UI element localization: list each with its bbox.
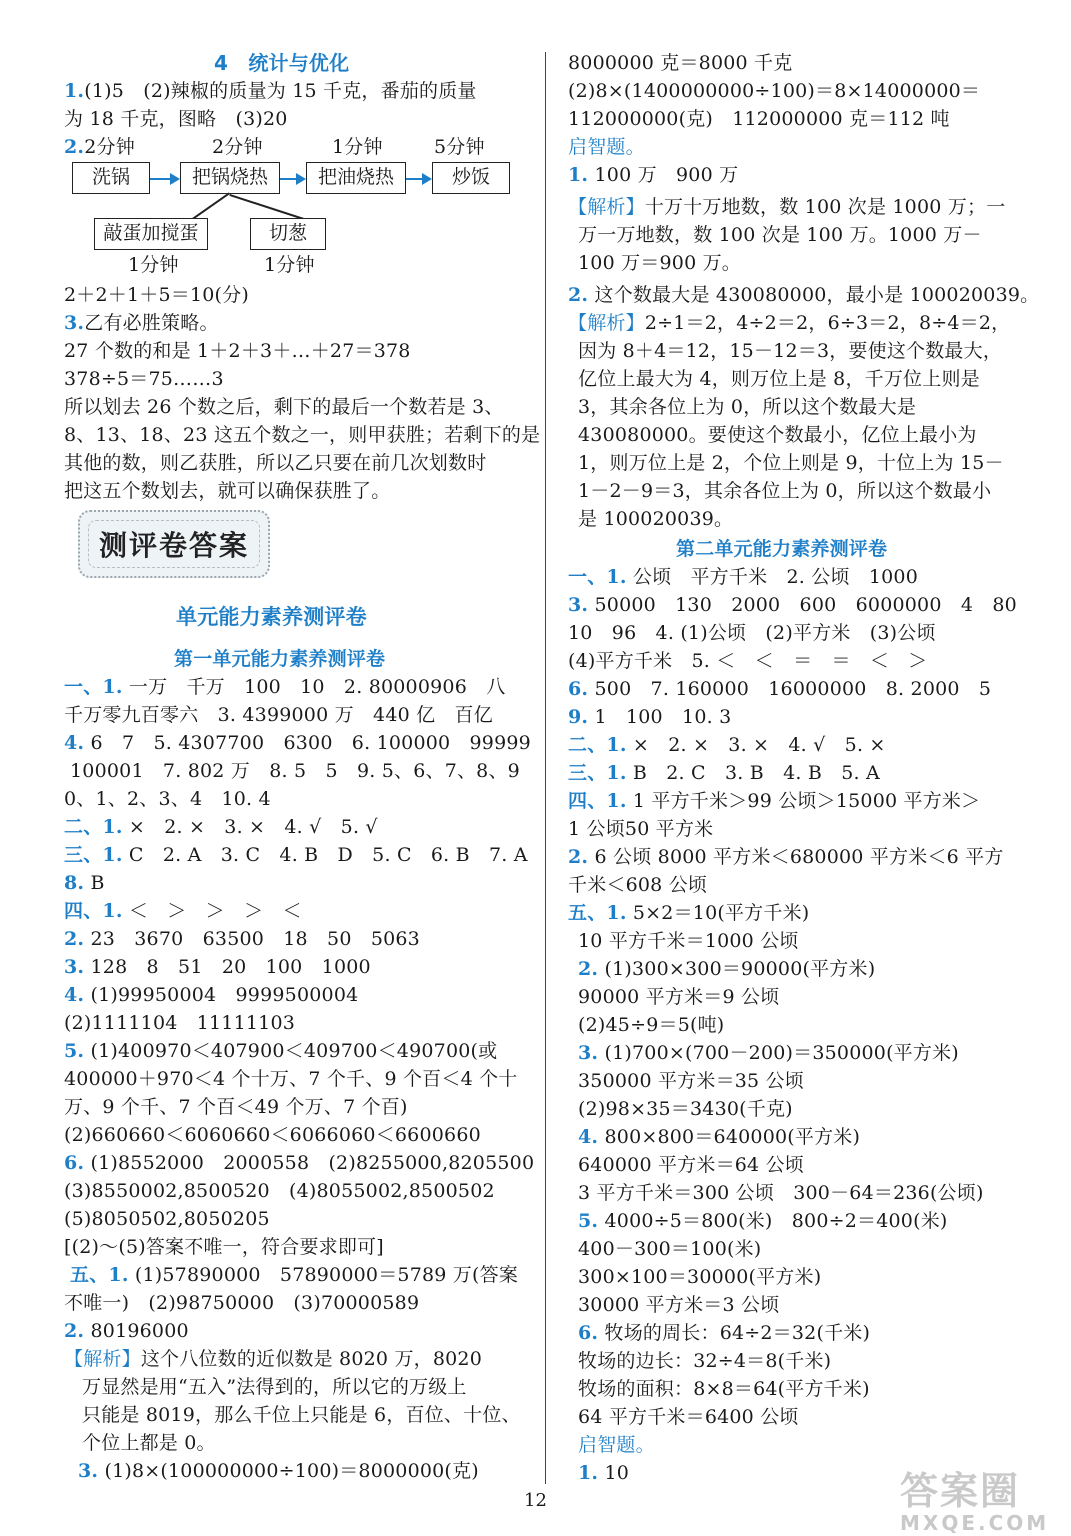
u1-line: (5)8050502,8050205 — [64, 1208, 270, 1230]
u1-jiexi-3: 只能是 8019，那么千位上只能是 6，百位、十位、 — [82, 1404, 521, 1426]
u1-line: 400000＋970＜4 个十万、7 个千、9 个百＜4 个十 — [64, 1068, 518, 1090]
column-divider — [545, 52, 546, 1484]
qizhi2-heading: 启智题。 — [578, 1434, 655, 1456]
u2-line: (2)45÷9＝5(吨) — [578, 1014, 725, 1036]
u1-jiexi-2: 万显然是用“五入”法得到的，所以它的万级上 — [82, 1376, 467, 1398]
qz-last: 1. 10 — [578, 1462, 630, 1484]
flow-box-beat-egg: 敲蛋加搅蛋 — [94, 218, 208, 250]
r-top-1: 8000000 克＝8000 千克 — [568, 52, 793, 74]
q3-line-4: 所以划去 26 个数之后，剩下的最后一个数若是 3、 — [64, 396, 504, 418]
u2-line: 3 平方千米＝300 公顷 300－64＝236(公顷) — [578, 1182, 984, 1204]
u2-line: 三、1. B 2. C 3. B 4. B 5. A — [568, 762, 880, 784]
u1-line: 一、1. 一万 千万 100 10 2. 80000906 八 — [64, 676, 506, 698]
flow-box-cut-onion: 切葱 — [250, 218, 326, 250]
qz2-jiexi: 因为 8＋4＝12，15－12＝3，要使这个数最大， — [578, 340, 1003, 362]
u2-line: 640000 平方米＝64 公顷 — [578, 1154, 804, 1176]
u1-line: (2)660660＜6060660＜6066060＜6600660 — [64, 1124, 481, 1146]
u2-line: 3. (1)700×(700－200)＝350000(平方米) — [578, 1042, 959, 1064]
u1-line: 千万零九百零六 3. 4399000 万 440 亿 百亿 — [64, 704, 493, 726]
u1-line: 五、1. (1)57890000 57890000＝5789 万(答案 — [70, 1264, 519, 1286]
u2-line: 千米＜608 公顷 — [568, 874, 708, 896]
q1-line-2: 为 18 千克，图略 (3)20 — [64, 108, 288, 130]
qz2-jiexi: 430080000。要使这个数最小，亿位上最小为 — [578, 424, 977, 446]
u2-line: 2. 6 公顷 8000 平方米＜680000 平方米＜6 平方 — [568, 846, 1004, 868]
q3-line-7: 把这五个数划去，就可以确保获胜了。 — [64, 480, 391, 502]
qz2-jiexi: 亿位上最大为 4，则万位上是 8，千万位上则是 — [578, 368, 980, 390]
u2-line: 4. 800×800＝640000(平方米) — [578, 1126, 861, 1148]
flow-arrow — [280, 178, 304, 180]
flow-time-3: 1分钟 — [332, 136, 383, 158]
answer-badge — [78, 510, 270, 578]
u2-line: 300×100＝30000(平方米) — [578, 1266, 822, 1288]
r-top-3: 112000000(克) 112000000 克＝112 吨 — [568, 108, 950, 130]
u2-line: 6. 牧场的周长：64÷2＝32(千米) — [578, 1322, 871, 1344]
u1-line: (2)1111104 11111103 — [64, 1012, 296, 1034]
u2-line: 一、1. 公顷 平方千米 2. 公顷 1000 — [568, 566, 919, 588]
u1-q3: 3. (1)8×(100000000÷100)＝8000000(克) — [78, 1460, 479, 1482]
watermark — [900, 1460, 1060, 1535]
u2-line: 9. 1 100 10. 3 — [568, 706, 732, 728]
qz2-jiexi: 1，则万位上是 2，个位上则是 9，十位上为 15－ — [578, 452, 1004, 474]
u2-line: 400－300＝100(米) — [578, 1238, 762, 1260]
watermark-line-2: MXQE.COM — [900, 1511, 1050, 1535]
r-top-2: (2)8×(1400000000÷100)＝8×14000000＝ — [568, 80, 981, 102]
flow-arrow — [406, 178, 430, 180]
u2-line: 64 平方千米＝6400 公顷 — [578, 1406, 799, 1428]
q3-line-6: 其他的数，则乙获胜，所以乙只要在前几次划数时 — [64, 452, 487, 474]
flow-box-heat-oil: 把油烧热 — [306, 162, 406, 194]
qz2: 2. 这个数最大是 430080000，最小是 100020039。 — [568, 284, 1040, 306]
u1-line: 4. (1)99950004 9999500004 — [64, 984, 359, 1006]
q3-line-1: 3.乙有必胜策略。 — [64, 312, 219, 334]
u1-jiexi-4: 个位上都是 0。 — [82, 1432, 216, 1454]
q2-calc: 2＋2＋1＋5＝10(分) — [64, 284, 249, 306]
u2-line: 350000 平方米＝35 公顷 — [578, 1070, 804, 1092]
qz2-jiexi-1: 【解析】2÷1＝2，4÷2＝2，6÷3＝2，8÷4＝2， — [568, 312, 1011, 334]
u2-line: 四、1. 1 平方千米＞99 公顷＞15000 平方米＞ — [568, 790, 981, 812]
u1-jiexi-1: 【解析】这个八位数的近似数是 8020 万，8020 — [64, 1348, 482, 1370]
flow-time-2: 2分钟 — [212, 136, 263, 158]
qz2-jiexi: 是 100020039。 — [578, 508, 734, 530]
u2-line: 3. 50000 130 2000 600 6000000 4 80 — [568, 594, 1017, 616]
q1-line-1: 1.(1)5 (2)辣椒的质量为 15 千克，番茄的质量 — [64, 80, 477, 102]
u2-line: (2)98×35＝3430(千克) — [578, 1098, 793, 1120]
u2-line: 90000 平方米＝9 公顷 — [578, 986, 780, 1008]
unit-title: 单元能力素养测评卷 — [176, 605, 367, 629]
flow-box-heat-pan: 把锅烧热 — [180, 162, 280, 194]
unit1-title: 第一单元能力素养测评卷 — [174, 648, 386, 670]
u2-line: 10 96 4. (1)公顷 (2)平方米 (3)公顷 — [568, 622, 936, 644]
u2-line: (4)平方千米 5. ＜ ＜ ＝ ＝ ＜ ＞ — [568, 650, 928, 672]
u1-line: 3. 128 8 51 20 100 1000 — [64, 956, 371, 978]
u2-line: 二、1. × 2. × 3. × 4. √ 5. × — [568, 734, 886, 756]
flow-arrow — [150, 178, 178, 180]
answer-badge-label: 测评卷答案 — [88, 520, 260, 568]
u1-line: 2. 80196000 — [64, 1320, 189, 1342]
u1-line: 三、1. C 2. A 3. C 4. B D 5. C 6. B 7. A — [64, 844, 528, 866]
u2-line: 牧场的边长：32÷4＝8(千米) — [578, 1350, 832, 1372]
qizhi-heading: 启智题。 — [568, 136, 645, 158]
u1-line: (3)8550002,8500520 (4)8055002,8500502 — [64, 1180, 495, 1202]
qz1-jiexi-1: 【解析】十万十万地数，数 100 次是 1000 万；一 — [568, 196, 1006, 218]
u1-line: 4. 6 7 5. 4307700 6300 6. 100000 99999 — [64, 732, 531, 754]
u2-line: 5. 4000÷5＝800(米) 800÷2＝400(米) — [578, 1210, 948, 1232]
u1-line: 万、9 个千、7 个百＜49 个万、7 个百) — [64, 1096, 408, 1118]
u1-line: 二、1. × 2. × 3. × 4. √ 5. √ — [64, 816, 378, 838]
q3-line-3: 378÷5＝75……3 — [64, 368, 224, 390]
watermark-line-1: 答案圈 — [900, 1469, 1021, 1513]
u1-line: 0、1、2、3、4 10. 4 — [64, 788, 271, 810]
qz1-jiexi-3: 100 万＝900 万。 — [578, 252, 742, 274]
q3-line-5: 8、13、18、23 这五个数之一，则甲获胜；若剩下的是 — [64, 424, 541, 446]
u1-line: 不唯一) (2)98750000 (3)70000589 — [64, 1292, 420, 1314]
q3-line-2: 27 个数的和是 1＋2＋3＋…＋27＝378 — [64, 340, 411, 362]
u2-line: 2. (1)300×300＝90000(平方米) — [578, 958, 876, 980]
u2-line: 30000 平方米＝3 公顷 — [578, 1294, 780, 1316]
flow-time-5: 1分钟 — [128, 254, 179, 276]
u2-line: 6. 500 7. 160000 16000000 8. 2000 5 — [568, 678, 992, 700]
flow-box-wash: 洗锅 — [72, 162, 150, 194]
page-number: 12 — [524, 1490, 547, 1511]
u1-line: [(2)～(5)答案不唯一，符合要求即可] — [64, 1236, 384, 1258]
qz2-jiexi: 3，其余各位上为 0，所以这个数最大是 — [578, 396, 917, 418]
flow-time-6: 1分钟 — [264, 254, 315, 276]
u1-line: 5. (1)400970＜407900＜409700＜490700(或 — [64, 1040, 498, 1062]
qz2-jiexi: 1－2－9＝3，其余各位上为 0，所以这个数最小 — [578, 480, 992, 502]
q2-number: 2.2分钟 — [64, 136, 135, 158]
qz1: 1. 100 万 900 万 — [568, 164, 739, 186]
u1-line: 8. B — [64, 872, 105, 894]
u2-line: 10 平方千米＝1000 公顷 — [578, 930, 799, 952]
u1-line: 2. 23 3670 63500 18 50 5063 — [64, 928, 420, 950]
u2-line: 五、1. 5×2＝10(平方千米) — [568, 902, 810, 924]
flow-time-4: 5分钟 — [434, 136, 485, 158]
section-title: 4 统计与优化 — [214, 51, 350, 75]
qz1-jiexi-2: 万一万地数，数 100 次是 100 万。1000 万－ — [578, 224, 982, 246]
u1-line: 四、1. ＜ ＞ ＞ ＞ ＜ — [64, 900, 302, 922]
u2-line: 牧场的面积：8×8＝64(平方千米) — [578, 1378, 870, 1400]
u1-line: 6. (1)8552000 2000558 (2)8255000,8205500 — [64, 1152, 535, 1174]
flow-box-fry-rice: 炒饭 — [432, 162, 510, 194]
u2-line: 1 公顷50 平方米 — [568, 818, 714, 840]
unit2-title: 第二单元能力素养测评卷 — [676, 538, 888, 560]
flow-diagram — [64, 134, 526, 284]
u1-line: 100001 7. 802 万 8. 5 5 9. 5、6、7、8、9 — [70, 760, 520, 782]
